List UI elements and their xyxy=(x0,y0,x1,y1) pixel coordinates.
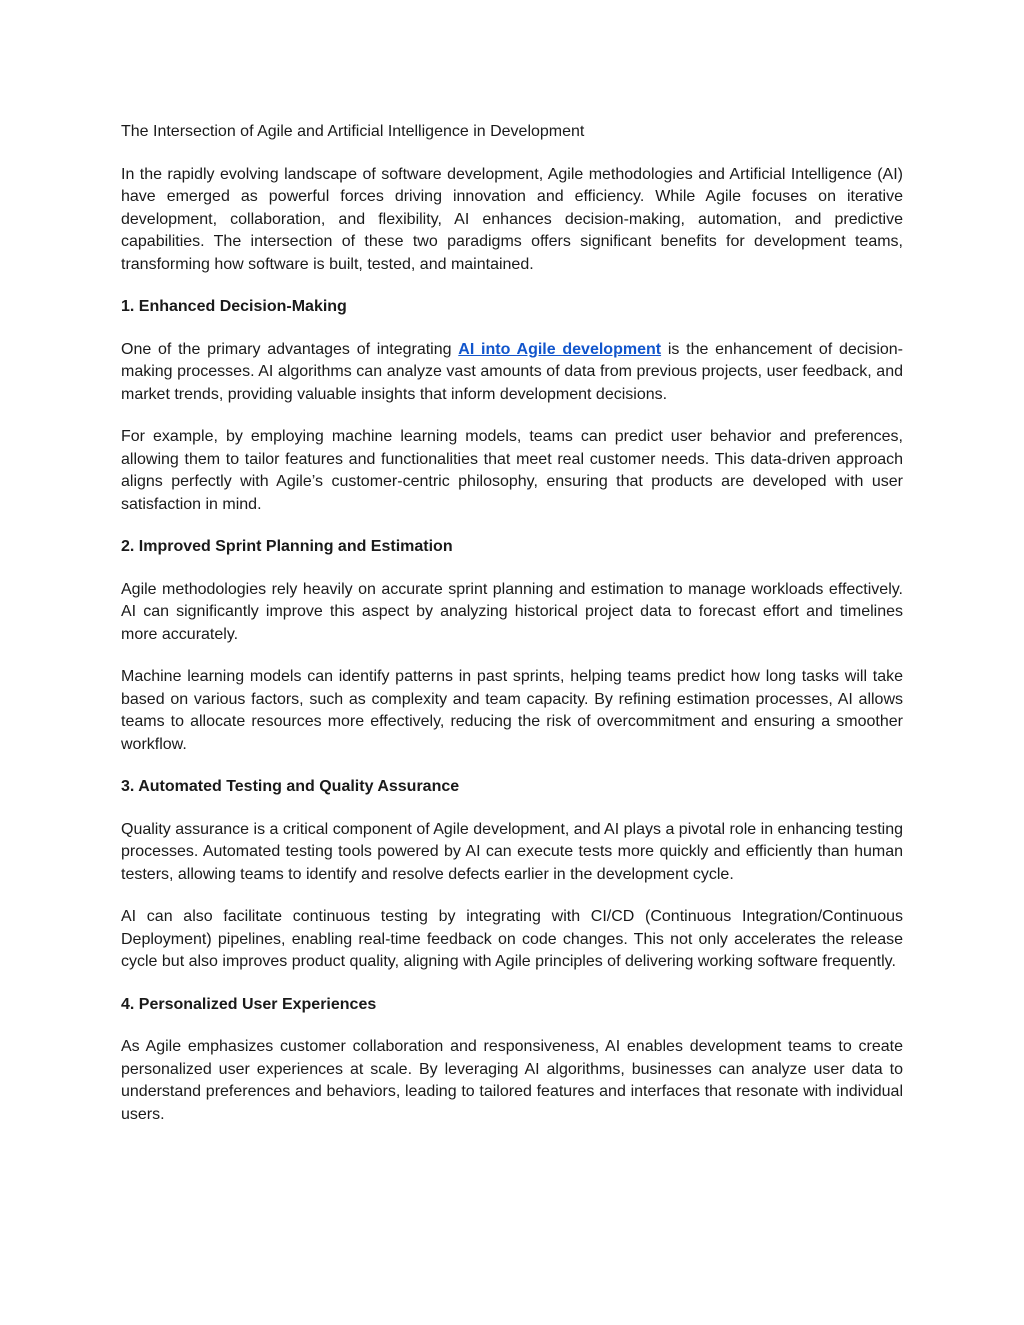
ai-into-agile-development-link[interactable]: AI into Agile development xyxy=(458,340,662,358)
section-1-text-before-link: One of the primary advantages of integrating xyxy=(121,340,459,358)
section-3-paragraph-1: Quality assurance is a critical component of Agile development, and AI plays a pivotal role in enhancing testing processes. Automated testing tools powered by AI can execute tests more quickly and efficiently than human testers, allowing teams to identify and resolve defects earlier in the development cycle. xyxy=(121,820,903,883)
section-heading-4: 4. Personalized User Experiences xyxy=(121,995,377,1013)
section-4-paragraph-1: As Agile emphasizes customer collaboration and responsiveness, AI enables development teams to create personalized user experiences at scale. By leveraging AI algorithms, businesses can analyze user data to understand preferences and behaviors, leading to tailored features and interfaces that resonate with individual users. xyxy=(121,1038,903,1123)
section-1-paragraph-2: For example, by employing machine learning models, teams can predict user behavior and preferences, allowing them to tailor features and functionalities that meet real customer needs. This data-driven approach aligns perfectly with Agile’s customer-centric philosophy, ensuring that products are developed with user satisfaction in mind. xyxy=(121,428,903,513)
section-2-paragraph-1: Agile methodologies rely heavily on accurate sprint planning and estimation to manage workloads effectively. AI can significantly improve this aspect by analyzing historical project data to forecast effort and timelines more accurately. xyxy=(121,580,903,643)
section-heading-2: 2. Improved Sprint Planning and Estimation xyxy=(121,538,453,555)
document-title: The Intersection of Agile and Artificial Intelligence in Development xyxy=(121,123,585,140)
section-3-paragraph-2: AI can also facilitate continuous testing by integrating with CI/CD (Continuous Integration/Continuous Deployment) pipelines, enabling real-time feedback on code changes. This not only accelerates the release cycle but also improves product quality, aligning with Agile principles of delivering working software frequently. xyxy=(121,908,903,970)
intro-paragraph: In the rapidly evolving landscape of software development, Agile methodologies and Artificial Intelligence (AI) have emerged as powerful forces driving innovation and efficiency. While Agile focuses on iterative development, collaboration, and flexibility, AI enhances decision-making, automation, and predictive capabilities. The intersection of these two paradigms offers significant benefits for development teams, transforming how software is built, tested, and maintained. xyxy=(121,165,903,273)
section-heading-1: 1. Enhanced Decision-Making xyxy=(121,298,347,315)
section-heading-3: 3. Automated Testing and Quality Assurance xyxy=(121,778,460,795)
section-1-paragraph-1 xyxy=(121,339,903,407)
section-1-text-after-link: is the enhancement of decision-making processes. AI algorithms can analyze vast amounts of data from previous projects, user feedback, and market trends, providing valuable insights that inform development decisions. xyxy=(121,340,903,403)
section-2-paragraph-2: Machine learning models can identify patterns in past sprints, helping teams predict how long tasks will take based on various factors, such as complexity and team capacity. By refining estimation processes, AI allows teams to allocate resources more effectively, reducing the risk of overcommitment and ensuring a smoother workflow. xyxy=(121,668,903,753)
document-page xyxy=(121,121,903,1146)
